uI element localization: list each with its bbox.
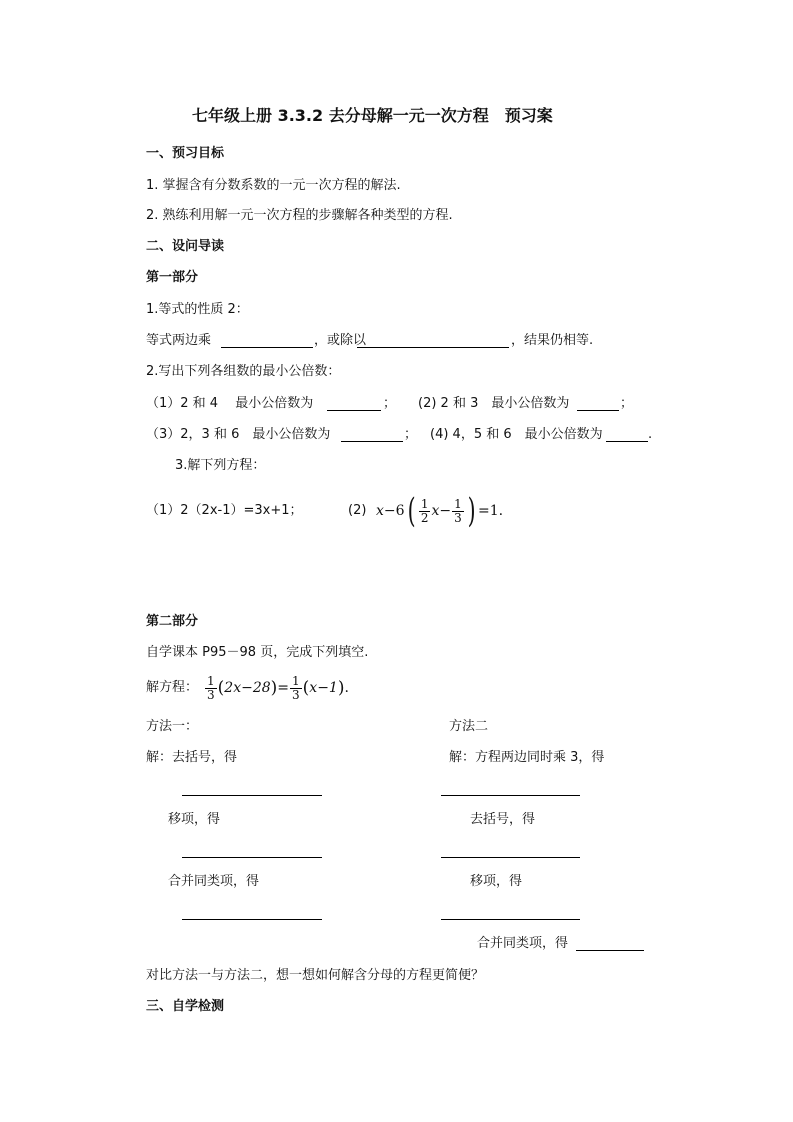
method2-step2: 去括号，得 — [470, 812, 536, 827]
section-heading-selftest: 三、自学检测 — [146, 999, 225, 1014]
q2-item-2: (2) 2 和 3 最小公倍数为 — [418, 396, 570, 411]
method2-step3: 移项，得 — [470, 874, 523, 889]
eq2-frac2-den: 3 — [454, 510, 462, 525]
method2-blank-1[interactable] — [441, 795, 580, 796]
method2-blank-4[interactable] — [576, 950, 644, 951]
page-title: 七年级上册 3.3.2 去分母解一元一次方程 预习案 — [192, 106, 553, 125]
method2-step1: 解：方程两边同时乘 3，得 — [449, 750, 605, 765]
part2-intro: 自学课本 P95－98 页，完成下列填空. — [146, 645, 369, 660]
method1-step1: 解：去括号，得 — [146, 750, 238, 765]
p2-lparen-2: ( — [302, 678, 310, 698]
section-heading-goals: 一、预习目标 — [146, 146, 225, 161]
eq2-rhs: =1. — [478, 503, 504, 519]
q2-item-3-end: ； — [404, 427, 418, 442]
question-2: 2.写出下列各组数的最小公倍数： — [146, 364, 341, 379]
eq2-x2: x — [431, 503, 440, 519]
eq2-left-paren: ( — [407, 491, 416, 531]
q2-item-4: (4) 4，5 和 6 最小公倍数为 — [430, 427, 603, 442]
compare-question: 对比方法一与方法二，想一想如何解含分母的方程更简便？ — [146, 968, 485, 983]
solve-label: 解方程： — [146, 680, 199, 695]
q1-blank-multiply[interactable] — [221, 347, 313, 348]
method2-blank-2[interactable] — [441, 857, 580, 858]
q2-blank-1[interactable] — [327, 410, 381, 411]
method1-step3: 合并同类项，得 — [168, 874, 260, 889]
q2-item-1-end: ； — [383, 396, 397, 411]
q2-blank-2[interactable] — [577, 410, 619, 411]
method2-step4: 合并同类项，得 — [477, 936, 569, 951]
section-heading-guide: 二、设问导读 — [146, 239, 225, 254]
p2-rparen-1: ) — [270, 678, 278, 698]
part2-heading: 第二部分 — [146, 614, 199, 629]
part1-heading: 第一部分 — [146, 270, 199, 285]
p2-lhs-inner: 2x−28 — [224, 680, 271, 696]
p2-frac-left-den: 3 — [207, 687, 215, 702]
p2-frac-left-num: 1 — [207, 673, 215, 688]
p2-fraction-left — [205, 675, 217, 702]
p2-frac-right-num: 1 — [292, 673, 300, 688]
p2-rparen-2: ) — [337, 678, 345, 698]
eq2-x: x — [376, 503, 384, 519]
method1-blank-3[interactable] — [182, 919, 322, 920]
p2-rhs-inner: x−1 — [309, 680, 338, 696]
method1-blank-1[interactable] — [182, 795, 322, 796]
p2-equals: = — [277, 680, 290, 696]
method1-step2: 移项，得 — [168, 812, 221, 827]
eq2-frac1-den: 2 — [420, 510, 429, 525]
q2-blank-3[interactable] — [341, 441, 403, 442]
q2-blank-4[interactable] — [606, 441, 648, 442]
equation-2-label: (2) — [348, 503, 367, 518]
q2-item-3: （3）2，3 和 6 最小公倍数为 — [146, 427, 331, 442]
p2-lparen-1: ( — [217, 678, 225, 698]
equation-2 — [376, 488, 503, 534]
equation-1: （1）2（2x-1）=3x+1； — [146, 503, 303, 518]
method2-title: 方法二 — [449, 719, 489, 734]
eq2-frac2-num: 1 — [454, 496, 462, 511]
q2-item-1: （1）2 和 4 最小公倍数为 — [146, 396, 314, 411]
q1-text-b: ，或除以 — [314, 333, 367, 348]
q2-item-4-end: . — [648, 427, 653, 442]
p2-fraction-right — [290, 675, 302, 702]
method2-blank-3[interactable] — [441, 919, 580, 920]
goal-item-1: 1. 掌握含有分数系数的一元一次方程的解法. — [146, 178, 401, 193]
eq2-minus: − — [439, 503, 452, 519]
q1-text-a: 等式两边乘 — [146, 333, 212, 348]
goal-item-2: 2. 熟练利用解一元一次方程的步骤解各种类型的方程. — [146, 208, 453, 223]
q1-blank-divide[interactable] — [357, 347, 509, 348]
eq2-minus6: −6 — [383, 503, 405, 519]
method1-title: 方法一： — [146, 719, 199, 734]
p2-frac-right-den: 3 — [292, 687, 300, 702]
eq2-right-paren: ) — [467, 491, 476, 531]
eq2-fraction-1 — [419, 498, 431, 525]
eq2-frac1-num: 1 — [420, 496, 429, 511]
question-3: 3.解下列方程： — [175, 458, 266, 473]
p2-end: . — [344, 680, 349, 696]
eq2-fraction-2 — [452, 498, 464, 525]
q1-text-c: ，结果仍相等. — [511, 333, 594, 348]
q2-item-2-end: ； — [620, 396, 634, 411]
part2-equation — [204, 666, 349, 710]
question-1: 1.等式的性质 2： — [146, 302, 249, 317]
method1-blank-2[interactable] — [182, 857, 322, 858]
